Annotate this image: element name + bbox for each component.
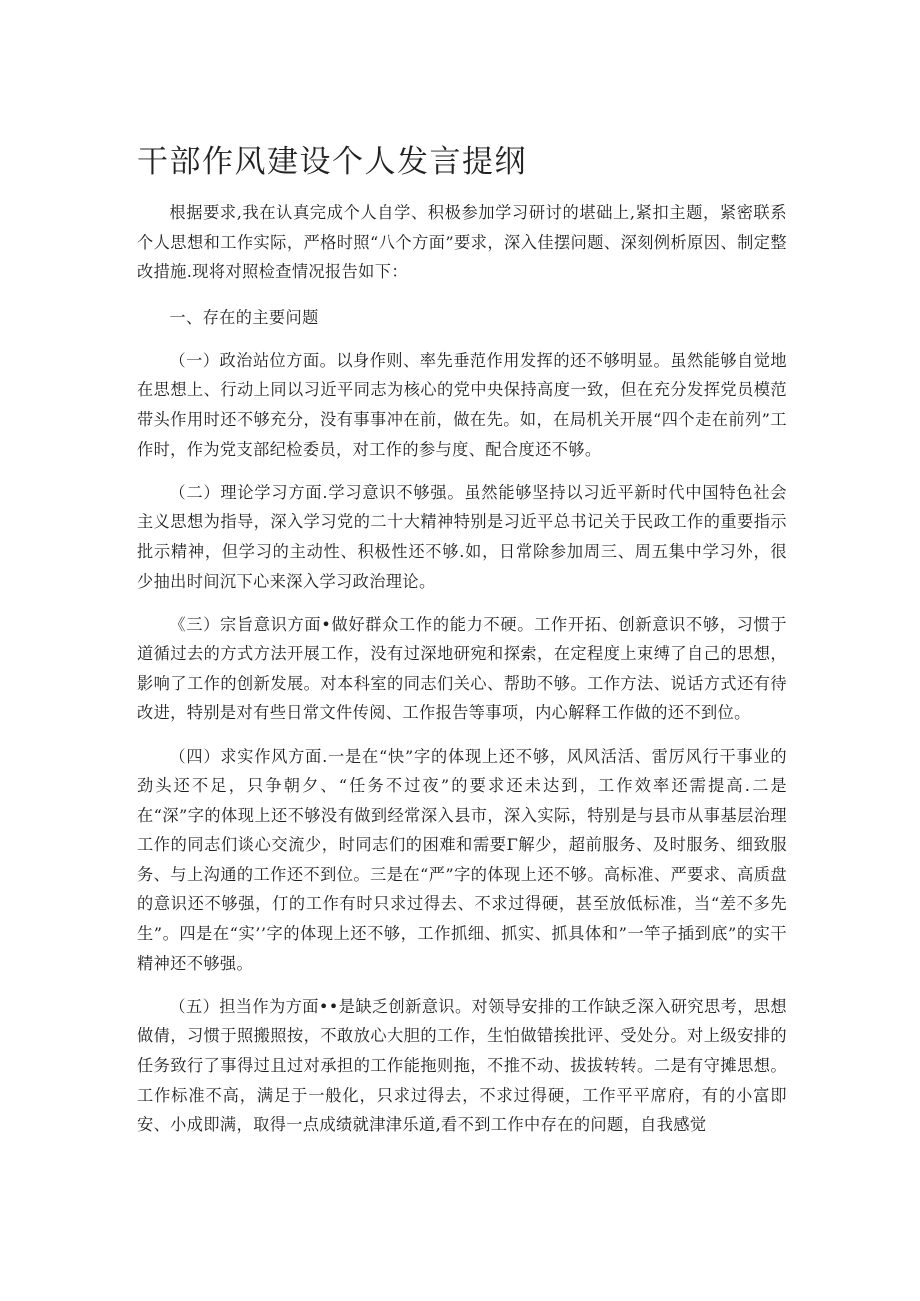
item-political-stance: （一）政治站位方面。以身作则、率先垂范作用发挥的还不够明显。虽然能够自觉地在思想上、行动上同以习近平同志为核心的党中央保持高度一致，但在充分发挥党员模范带头作用时还不够充分，没有事事冲在前，做在先。如，在局机关开展“四个走在前列”工作时，作为党支部纪检委员，对工作的参与度、配合度还不够。 bbox=[137, 350, 787, 459]
section-heading-problems: 一、存在的主要问题 bbox=[169, 307, 319, 327]
document-title: 干部作风建设个人发言提纲 bbox=[137, 144, 527, 180]
document-body bbox=[137, 198, 787, 1140]
item-theory-study: （二）理论学习方面.学习意识不够强。虽然能够坚持以习近平新时代中国特色社会主义思想为指导，深入学习党的二十大精神特别是习近平总书记关于民政工作的重要指示批示精神，但学习的主动性、积极性还不够.如，日常除参加周三、周五集中学习外，很少抽出时间沉下心来深入学习政治理论。 bbox=[137, 482, 787, 591]
intro-paragraph: 根据要求,我在认真完成个人自学、积极参加学习研讨的堪础上,紧扣主题，紧密联系个人思想和工作实际，严格时照“八个方面”要求，深入佳摆问题、深刻例析原因、制定整改措施.现将对照检查情况报告如下： bbox=[137, 203, 787, 282]
item-practical-style: （四）求实作风方面.一是在“快”字的体现上还不够，风风活活、雷厉风行干事业的劲头还不足，只争朝夕、“任务不过夜”的要求还未达到，工作效率还需提高.二是在“深”字的体现上还不够没有做到经常深入县市，深入实际，特别是与县市从事基层治理工作的同志们谈心交流少，时同志们的困难和需要Γ解少，超前服务、及时服务、细致服务、与上沟通的工作还不到位。三是在“严”字的体现上还不够。高标准、严要求、高质盘的意识还不够强，仃的工作有时只求过得去、不求过得硬，甚至放低标准，当“差不多先生”。四是在“实’’字的体现上还不够，工作抓细、抓实、抓具体和”一竿子插到底”的实干精神还不够强。 bbox=[137, 746, 787, 973]
item-purpose-awareness: 《三）宗旨意识方面•做好群众工作的能力不硬。工作开拓、创新意识不够，习惯于道循过去的方式方法开展工作，没有过深地研宛和探索，在定程度上束缚了自己的思想，影响了工作的创新发展。对本科室的同志们关心、帮助不够。工作方法、说话方式还有待改进，特别是对有些日常文件传阅、工作报告等事项，内心解释工作做的还不到位。 bbox=[137, 614, 787, 723]
item-responsibility: （五）担当作为方面••是缺乏创新意识。对领导安排的工作缺乏深入研究思考，思想做倩，习惯于照搬照按，不敢放心大胆的工作，生怕做错挨批评、受处分。对上级安排的任务致行了事得过且过对承担的工作能拖则拖，不推不动、拔拔转转。二是有守摊思想。工作标准不高，满足于一般化，只求过得去，不求过得硬，工作平平席府，有的小富即安、小成即满，取得一点成绩就津津乐道,看不到工作中存在的问题，自我感觉 bbox=[137, 996, 787, 1135]
